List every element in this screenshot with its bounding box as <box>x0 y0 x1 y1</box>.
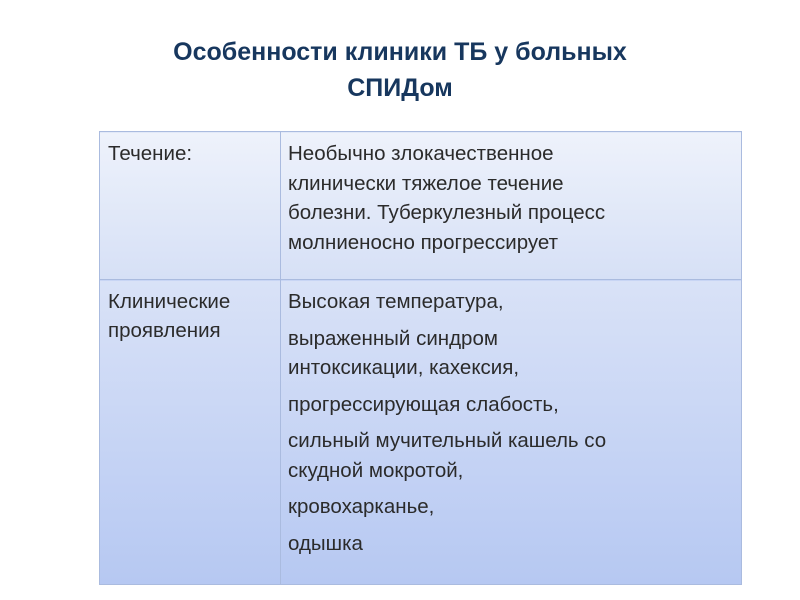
row-description-cell <box>281 132 742 280</box>
row-description-cell <box>281 280 742 585</box>
table-row-manifestations <box>100 280 742 585</box>
row-label-cell <box>100 280 281 585</box>
table-row-course <box>100 132 742 280</box>
features-table <box>99 131 742 585</box>
description-line: молниеносно прогрессирует <box>288 230 559 254</box>
description-line: клинически тяжелое течение <box>288 171 564 195</box>
slide-title-line: СПИДом <box>347 74 453 102</box>
row-label: проявления <box>108 319 221 342</box>
symptom-line: Высокая температура, <box>288 290 504 313</box>
slide-title-line: Особенности клиники ТБ у больных <box>173 38 627 66</box>
symptom-line: одышка <box>288 531 363 555</box>
description-line: болезни. Туберкулезный процесс <box>288 201 606 224</box>
symptom-line: скудной мокротой, <box>288 458 464 482</box>
symptom-item <box>288 324 741 383</box>
row-label: Клинические <box>108 290 231 313</box>
symptom-item <box>288 492 741 522</box>
symptom-item <box>288 426 741 485</box>
symptom-line: сильный мучительный кашель со <box>288 429 607 452</box>
slide-title <box>60 34 740 106</box>
symptom-item <box>288 390 741 420</box>
description-line: Необычно злокачественное <box>288 142 554 165</box>
row-label-cell <box>100 132 281 280</box>
symptom-item <box>288 287 741 317</box>
symptom-item <box>288 529 741 559</box>
symptom-line: интоксикации, кахексия, <box>288 356 520 379</box>
symptom-line: кровохарканье, <box>288 495 435 518</box>
row-label: Течение: <box>108 142 193 165</box>
symptom-line: прогрессирующая слабость, <box>288 392 559 416</box>
symptom-line: выраженный синдром <box>288 326 498 350</box>
